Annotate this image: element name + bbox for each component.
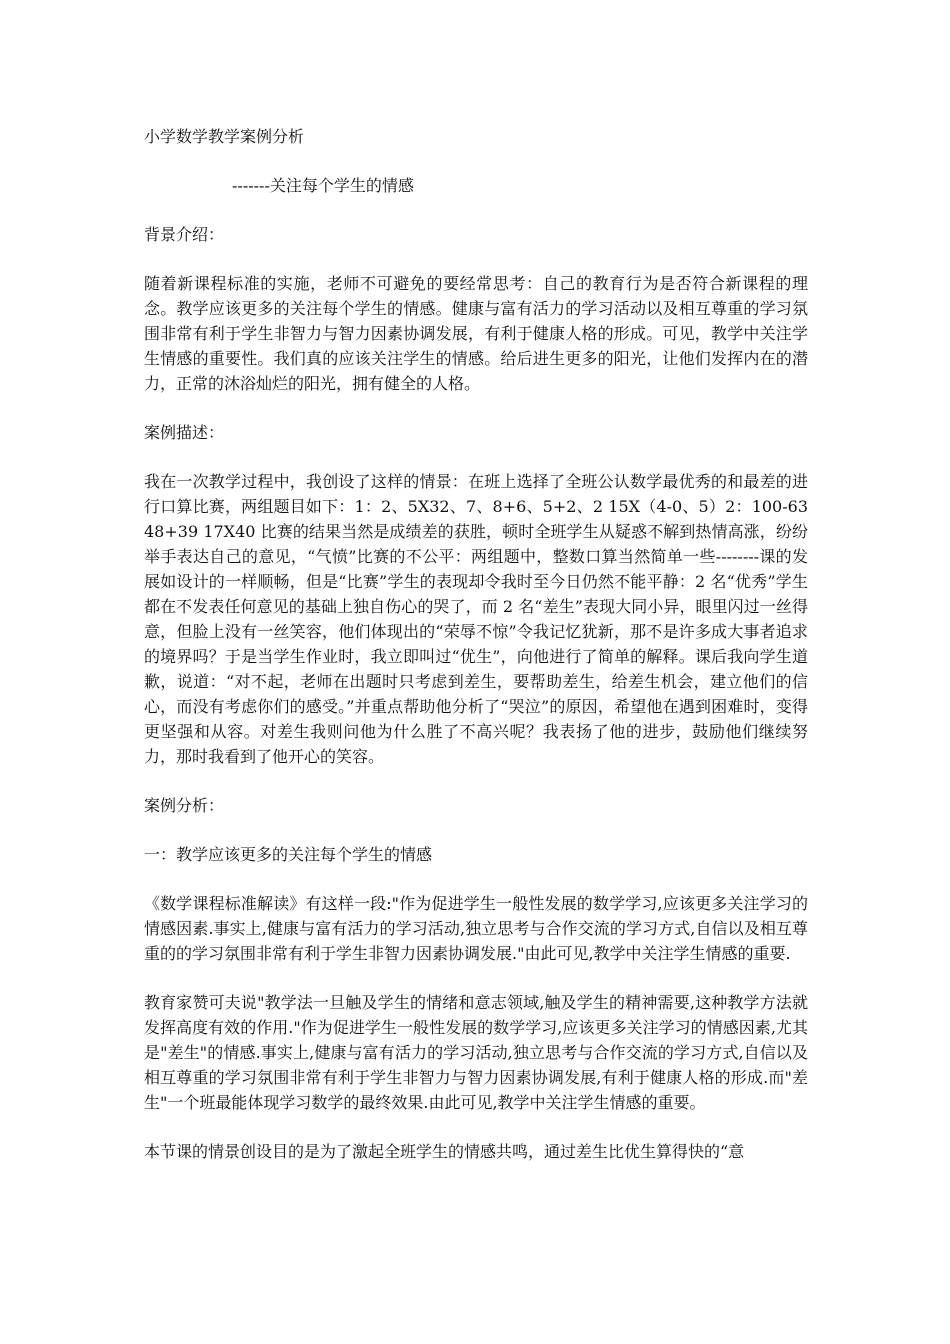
case-paragraph: 我在一次教学过程中，我创设了这样的情景：在班上选择了全班公认数学最优秀的和最差的进行口算比赛，两组题目如下：1：2、5X32、7、8+6、5+2、2 15X（4-0、5）2：100-63 48+39 17X40 比赛的结果当然是成绩差的获胜，顿时全班学生从疑惑不解到热情高涨，纷纷举手表达自己的意见，“气愤”比赛的不公平：两组题中，整数口算当然简单一些--------课的发展如设计的一样顺畅，但是“比赛”学生的表现却令我时至今日仍然不能平静：2 名“优秀”学生都在不发表任何意见的基础上独自伤心的哭了，而 2 名“差生”表现大同小异，眼里闪过一丝得意，但脸上没有一丝笑容，他们体现出的“荣辱不惊”令我记忆犹新，那不是许多成大事者追求的境界吗？于是当学生作业时，我立即叫过“优生”，向他进行了简单的解释。课后我向学生道歉，说道：“对不起，老师在出题时只考虑到差生，要帮助差生，给差生机会，建立他们的信心，而没有考虑你们的感受。”并重点帮助他分析了“哭泣”的原因，希望他在遇到困难时，变得更坚强和从容。对差生我则问他为什么胜了不高兴呢？我表扬了他的进步，鼓励他们继续努力，那时我看到了他开心的笑容。 (144, 472, 808, 766)
analysis-paragraph-3: 本节课的情景创设目的是为了激起全班学生的情感共鸣，通过差生比优生算得快的“意 (144, 1142, 745, 1161)
document-body (144, 124, 808, 1188)
background-heading: 背景介绍： (144, 225, 225, 244)
analysis-paragraph-2: 教育家赞可夫说"教学法一旦触及学生的情绪和意志领域,触及学生的精神需要,这种教学方法就发挥高度有效的作用."作为促进学生一般性发展的数学学习,应该更多关注学习的情感因素,尤其是"差生"的情感.事实上,健康与富有活力的学习活动,独立思考与合作交流的学习方式,自信以及相互尊重的学习氛围非常有利于学生非智力与智力因素协调发展,有利于健康人格的形成.而"差生"一个班最能体现学习数学的最终效果.由此可见,教学中关注学生情感的重要。 (144, 993, 808, 1112)
background-paragraph: 随着新课程标准的实施，老师不可避免的要经常思考：自己的教育行为是否符合新课程的理念。教学应该更多的关注每个学生的情感。健康与富有活力的学习活动以及相互尊重的学习氛围非常有利于学生非智力与智力因素协调发展，有利于健康人格的形成。可见，教学中关注学生情感的重要性。我们真的应该关注学生的情感。给后进生更多的阳光，让他们发挥内在的潜力，正常的沐浴灿烂的阳光，拥有健全的人格。 (144, 274, 808, 393)
analysis-paragraph-1: 《数学课程标准解读》有这样一段:"作为促进学生一般性发展的数学学习,应该更多关注学习的情感因素.事实上,健康与富有活力的学习活动,独立思考与合作交流的学习方式,自信以及相互尊重的的学习氛围非常有利于学生非智力因素协调发展."由此可见,教学中关注学生情感的重要. (144, 894, 808, 963)
point-one-heading: 一：教学应该更多的关注每个学生的情感 (144, 845, 433, 864)
document-title: 小学数学教学案例分析 (144, 127, 305, 146)
document-subtitle: -------关注每个学生的情感 (232, 176, 414, 195)
analysis-heading: 案例分析： (144, 796, 225, 815)
case-heading: 案例描述： (144, 423, 225, 442)
